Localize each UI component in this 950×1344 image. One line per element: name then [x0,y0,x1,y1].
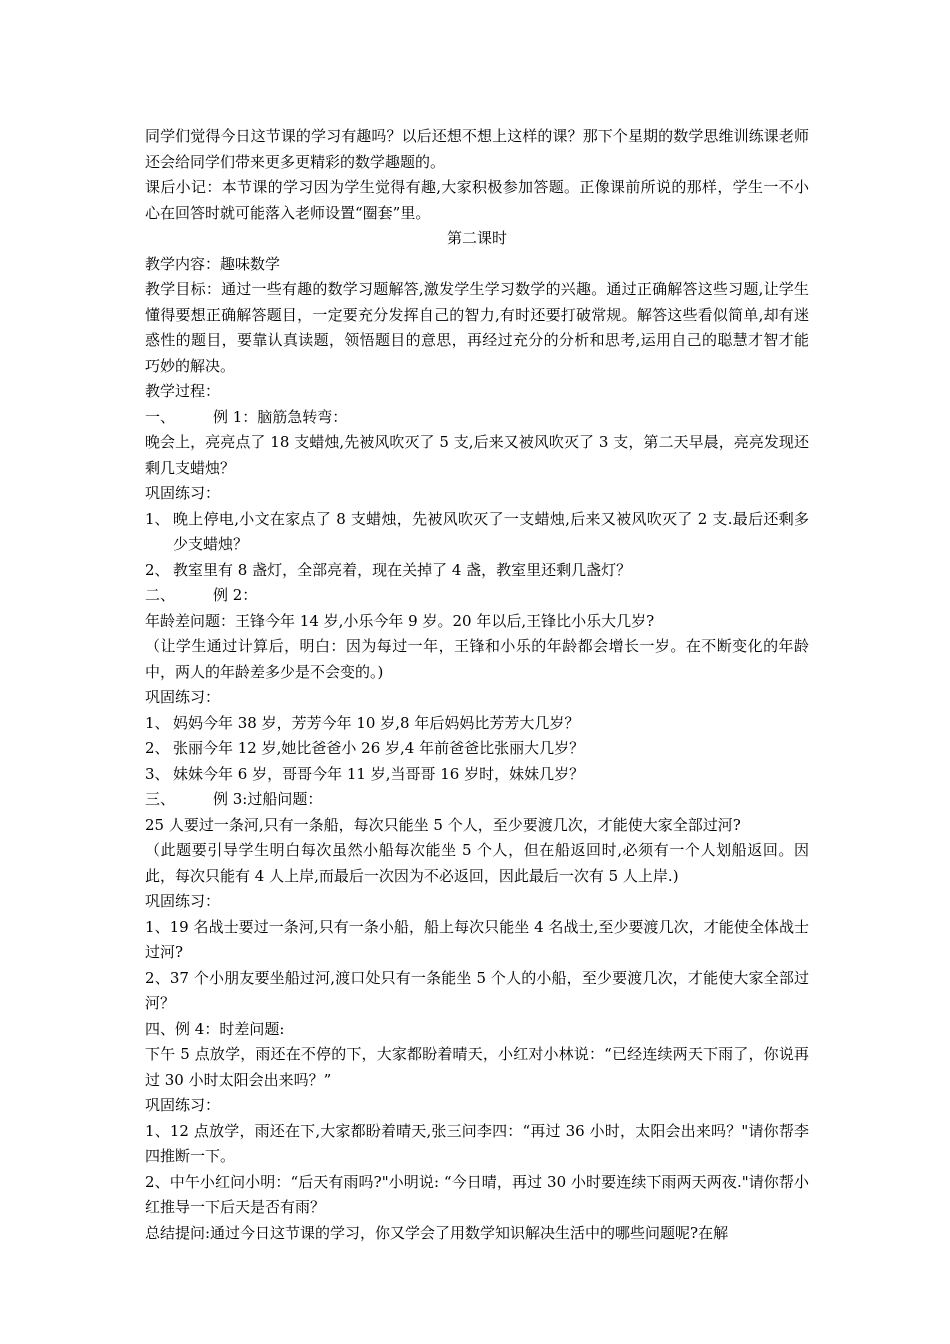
section-4-number: 四、 [145,1019,176,1038]
section-2-heading [145,583,809,609]
section-2-practice-1 [145,711,809,737]
section-4-practice-label: 巩固练习： [145,1096,221,1114]
section-3-number: 三、 [145,790,176,808]
section-2-practice-label: 巩固练习： [145,688,221,706]
section-3-heading [145,787,809,813]
practice-text: 晚上停电,小文在家点了 8 支蜡烛，先被风吹灭了一支蜡烛,后来又被风吹灭了 2 支.最后还剩多少支蜡烛？ [173,509,809,553]
section-1-practice-1 [145,507,809,558]
teaching-goal: 教学目标：通过一些有趣的数学习题解答,激发学生学习数学的兴趣。通过正确解答这些习题,让学生懂得要想正确解答题目，一定要充分发挥自己的智力,有时还要打破常规。解答这些看似简单,却有迷惑性的题目，要靠认真读题，领悟题目的意思，再经过充分的分析和思考,运用自己的聪慧才智才能巧妙的解决。 [145,280,809,375]
section-2-practice-2 [145,736,809,762]
section-3-title: 例 3:过船问题： [213,790,323,808]
summary-question: 总结提问:通过今日这节课的学习，你又学会了用数学知识解决生活中的哪些问题呢?在解 [145,1223,729,1242]
practice-text: 教室里有 8 盏灯，全部亮着，现在关掉了 4 盏，教室里还剩几盏灯？ [173,560,632,579]
practice-number: 3、 [145,764,170,783]
practice-number: 1、 [145,509,170,528]
section-2-note: （让学生通过计算后，明白：因为每过一年，王锋和小乐的年龄都会增长一岁。在不断变化的年龄中，两人的年龄差多少是不会变的。) [145,637,809,681]
practice-number: 2、 [145,739,170,757]
section-3-problem: 25 人要过一条河,只有一条船，每次只能坐 5 个人，至少要渡几次，才能使大家全部过河? [145,815,741,834]
section-1-problem: 晚会上，亮亮点了 18 支蜡烛,先被风吹灭了 5 支,后来又被风吹灭了 3 支，第二天早晨，亮亮发现还剩几支蜡烛？ [145,433,809,477]
section-3-practice-1: 1、19 名战士要过一条河,只有一条小船，船上每次只能坐 4 名战士,至少要渡几次，才能使全体战士过河? [145,917,809,961]
practice-number: 1、 [145,713,170,732]
practice-text: 妹妹今年 6 岁，哥哥今年 11 岁,当哥哥 16 岁时，妹妹几岁？ [173,764,585,783]
section-1-practice-2 [145,558,809,584]
lesson-title: 第二课时 [446,229,507,247]
section-2-practice-3 [145,762,809,788]
document-page [145,124,809,1246]
section-1-practice-label: 巩固练习： [145,484,221,502]
practice-text: 张丽今年 12 岁,她比爸爸小 26 岁,4 年前爸爸比张丽大几岁？ [173,739,585,757]
section-3-practice-2: 2、37 个小朋友要坐船过河,渡口处只有一条能坐 5 个人的小船，至少要渡几次，才能使大家全部过河？ [145,968,809,1012]
section-4-problem: 下午 5 点放学，雨还在不停的下，大家都盼着晴天，小红对小林说：“已经连续两天下雨了，你说再过 30 小时太阳会出来吗？” [145,1045,809,1089]
section-2-title: 例 2： [213,586,258,604]
section-2-problem: 年龄差问题：王锋今年 14 岁,小乐今年 9 岁。20 年以后,王锋比小乐大几岁? [145,611,655,630]
section-2-number: 二、 [145,586,176,604]
section-4-practice-2: 2、中午小红问小明：“后天有雨吗?"小明说: “今日晴，再过 30 小时要连续下雨两天两夜."请你帮小红推导一下后天是否有雨？ [145,1172,809,1216]
intro-paragraph-2: 课后小记：本节课的学习因为学生觉得有趣,大家积极参加答题。正像课前所说的那样，学生一不小心在回答时就可能落入老师设置“圈套”里。 [145,178,809,222]
teaching-process-label: 教学过程： [145,382,221,400]
section-3-note: （此题要引导学生明白每次虽然小船每次能坐 5 个人，但在船返回时,必须有一个人划船返回。因此，每次只能有 4 人上岸,而最后一次因为不必返回，因此最后一次有 5 人上岸.) [145,841,809,885]
practice-text: 妈妈今年 38 岁，芳芳今年 10 岁,8 年后妈妈比芳芳大几岁？ [173,713,580,732]
section-4-heading [145,1017,809,1043]
teaching-content: 教学内容：趣味数学 [145,254,281,273]
section-3-practice-label: 巩固练习： [145,892,221,910]
section-1-title: 例 1：脑筋急转弯： [213,407,348,426]
practice-number: 2、 [145,560,170,579]
section-4-title: 例 4：时差问题: [175,1019,285,1038]
section-4-practice-1: 1、12 点放学，雨还在下,大家都盼着晴天,张三问李四：“再过 36 小时，太阳会出来吗？"请你帮李四推断一下。 [145,1121,809,1165]
section-1-heading [145,405,809,431]
intro-paragraph-1: 同学们觉得今日这节课的学习有趣吗？以后还想不想上这样的课？那下个星期的数学思维训练课老师还会给同学们带来更多更精彩的数学趣题的。 [145,127,809,171]
section-1-number: 一、 [145,407,176,426]
